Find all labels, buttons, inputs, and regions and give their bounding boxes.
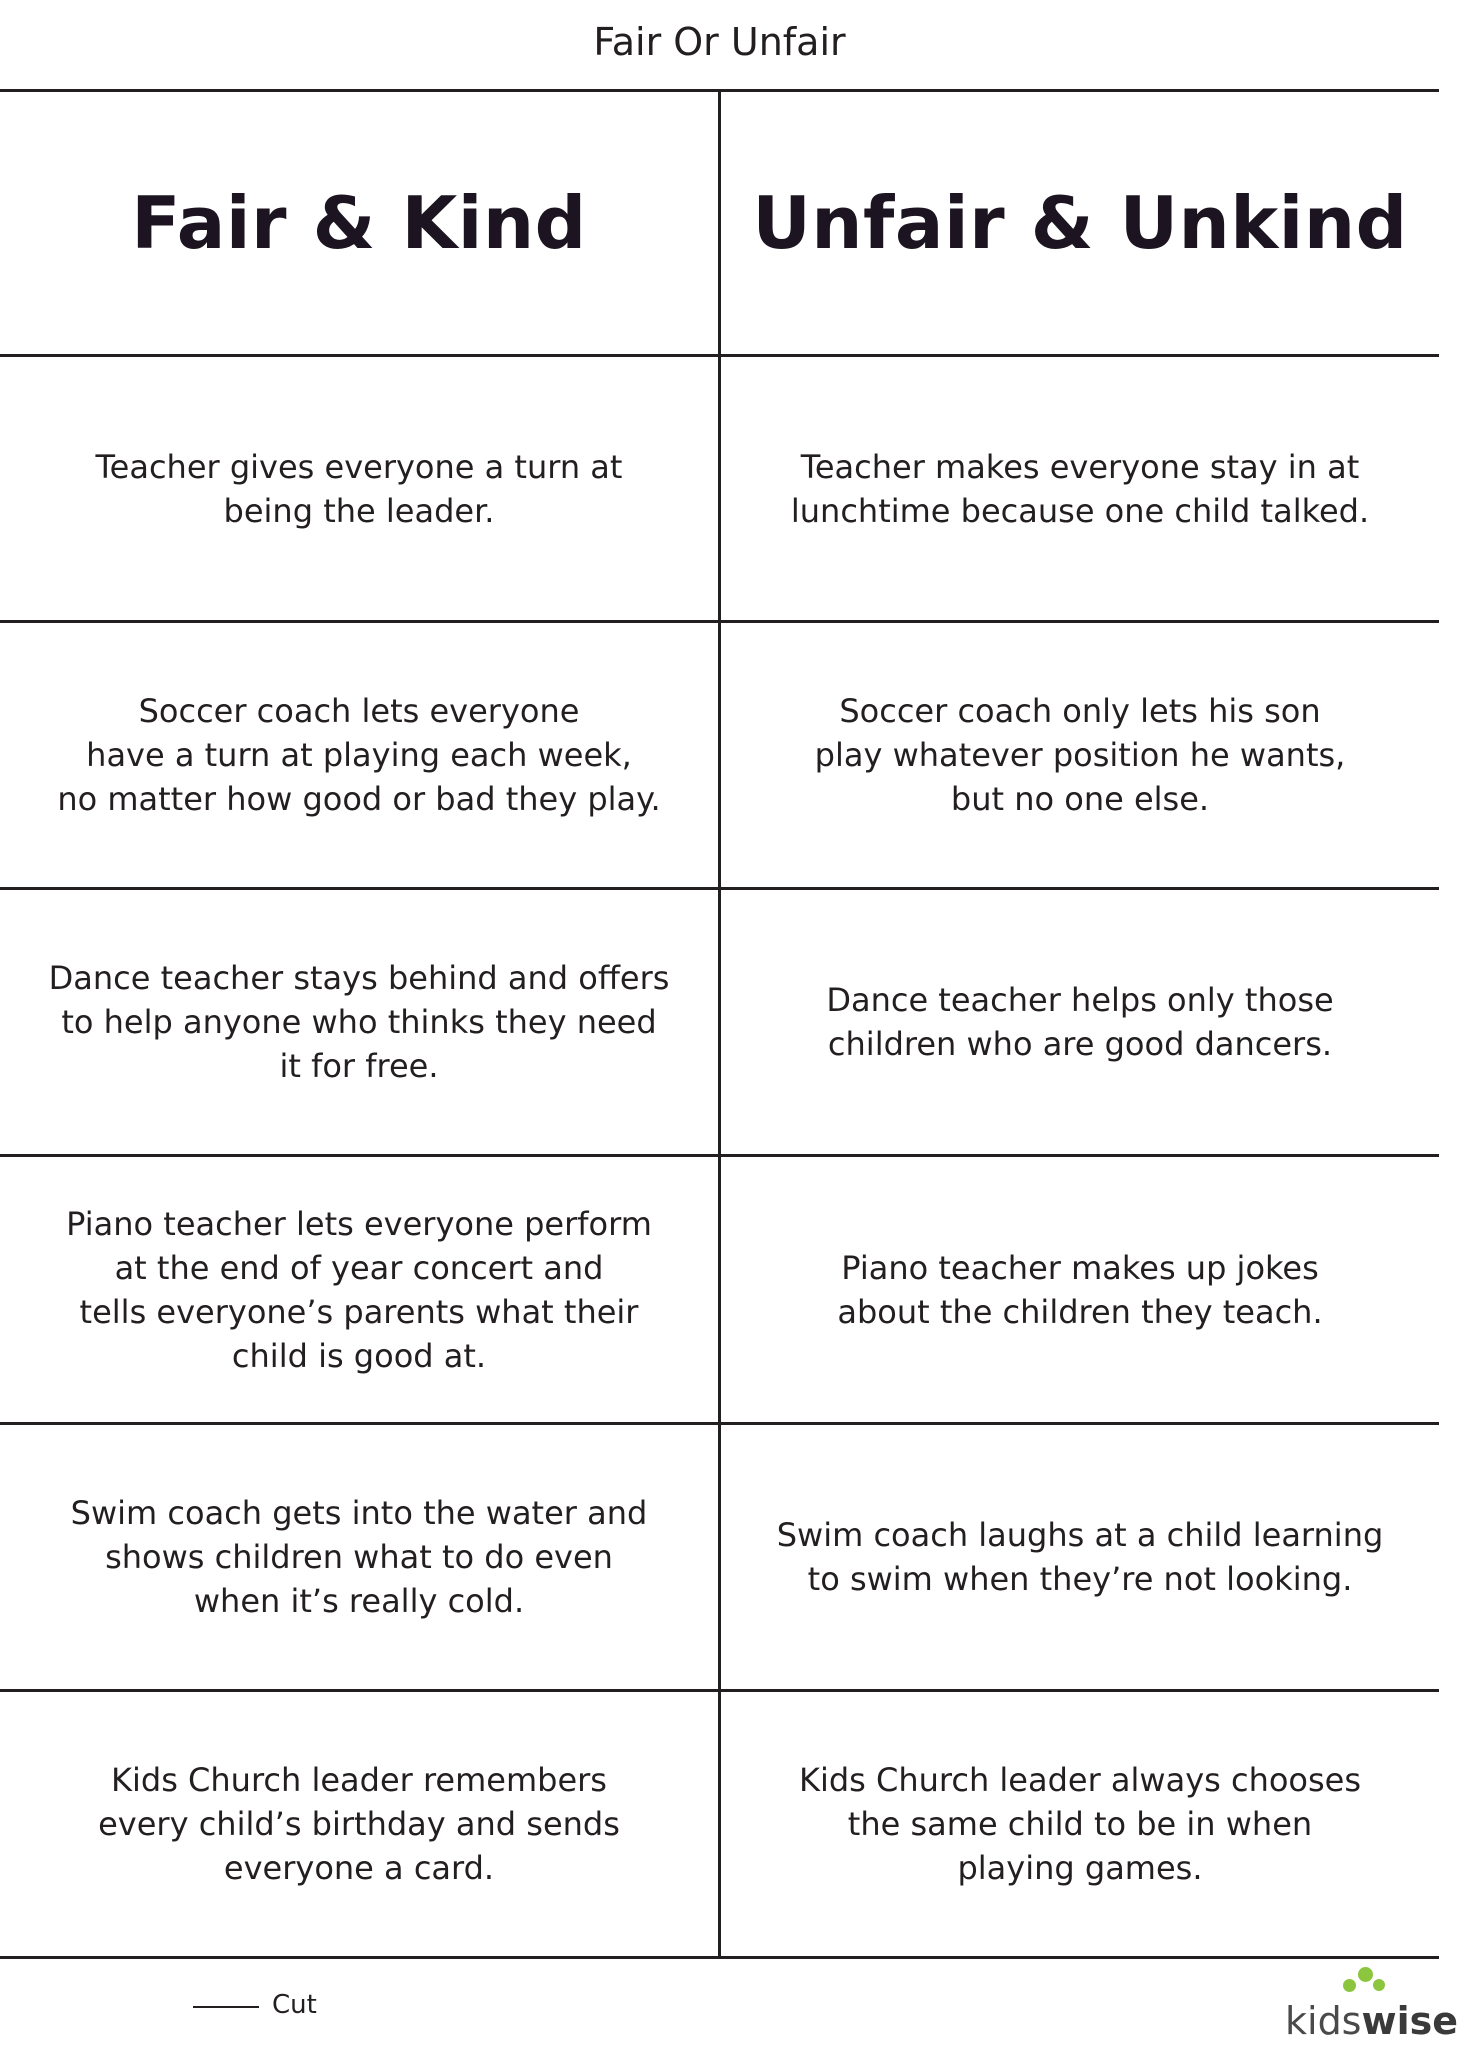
card-fair-text: Dance teacher stays behind and offers to help anyone who thinks they need it for free. xyxy=(48,959,670,1085)
logo-text-bold: wise xyxy=(1361,1999,1458,2043)
card-unfair xyxy=(721,1157,1439,1422)
header-unfair-unkind: Unfair & Unkind xyxy=(752,181,1408,265)
card-unfair-text: Piano teacher makes up jokes about the children they teach. xyxy=(837,1248,1323,1331)
card-unfair-text: Kids Church leader always chooses the same child to be in when playing games. xyxy=(798,1761,1362,1887)
header-unfair-cell xyxy=(721,92,1439,354)
card-fair-text: Kids Church leader remembers every child’s birthday and sends everyone a card. xyxy=(98,1761,620,1887)
card-unfair xyxy=(721,890,1439,1154)
card-fair xyxy=(0,1425,718,1689)
logo-dot-icon xyxy=(1358,1967,1373,1982)
logo-wordmark xyxy=(1285,2001,1458,2041)
header-fair-cell xyxy=(0,92,718,354)
cut-label: Cut xyxy=(272,1990,317,2020)
page-title: Fair Or Unfair xyxy=(593,20,846,64)
cut-line-icon xyxy=(193,2006,259,2008)
card-fair-text: Swim coach gets into the water and shows children what to do even when it’s really cold. xyxy=(70,1494,648,1620)
card-fair xyxy=(0,623,718,887)
logo-dot-icon xyxy=(1373,1979,1385,1991)
card-unfair xyxy=(721,1692,1439,1956)
logo-dot-icon xyxy=(1343,1979,1356,1992)
cut-out-card-grid xyxy=(0,89,1439,1959)
card-fair xyxy=(0,890,718,1154)
card-fair xyxy=(0,1692,718,1956)
card-unfair xyxy=(721,623,1439,887)
card-unfair-text: Dance teacher helps only those children who are good dancers. xyxy=(826,981,1334,1063)
card-unfair xyxy=(721,1425,1439,1689)
card-fair-text: Teacher gives everyone a turn at being the leader. xyxy=(95,447,623,530)
header-fair-kind: Fair & Kind xyxy=(131,181,587,265)
logo-text-regular: kids xyxy=(1285,1999,1362,2043)
card-fair-text: Piano teacher lets everyone perform at the end of year concert and tells everyone’s parents what their child is good at. xyxy=(66,1204,652,1375)
card-fair-text: Soccer coach lets everyone have a turn at playing each week, no matter how good or bad they play. xyxy=(57,692,661,818)
card-unfair-text: Swim coach laughs at a child learning to swim when they’re not looking. xyxy=(776,1516,1384,1598)
card-unfair-text: Teacher makes everyone stay in at lunchtime because one child talked. xyxy=(790,447,1370,530)
kidswise-logo xyxy=(1285,1965,1458,2045)
card-fair xyxy=(0,357,718,620)
footer xyxy=(0,1965,1458,2048)
card-unfair xyxy=(721,357,1439,620)
card-unfair-text: Soccer coach only lets his son play whatever position he wants, but no one else. xyxy=(814,692,1346,818)
card-fair xyxy=(0,1157,718,1422)
